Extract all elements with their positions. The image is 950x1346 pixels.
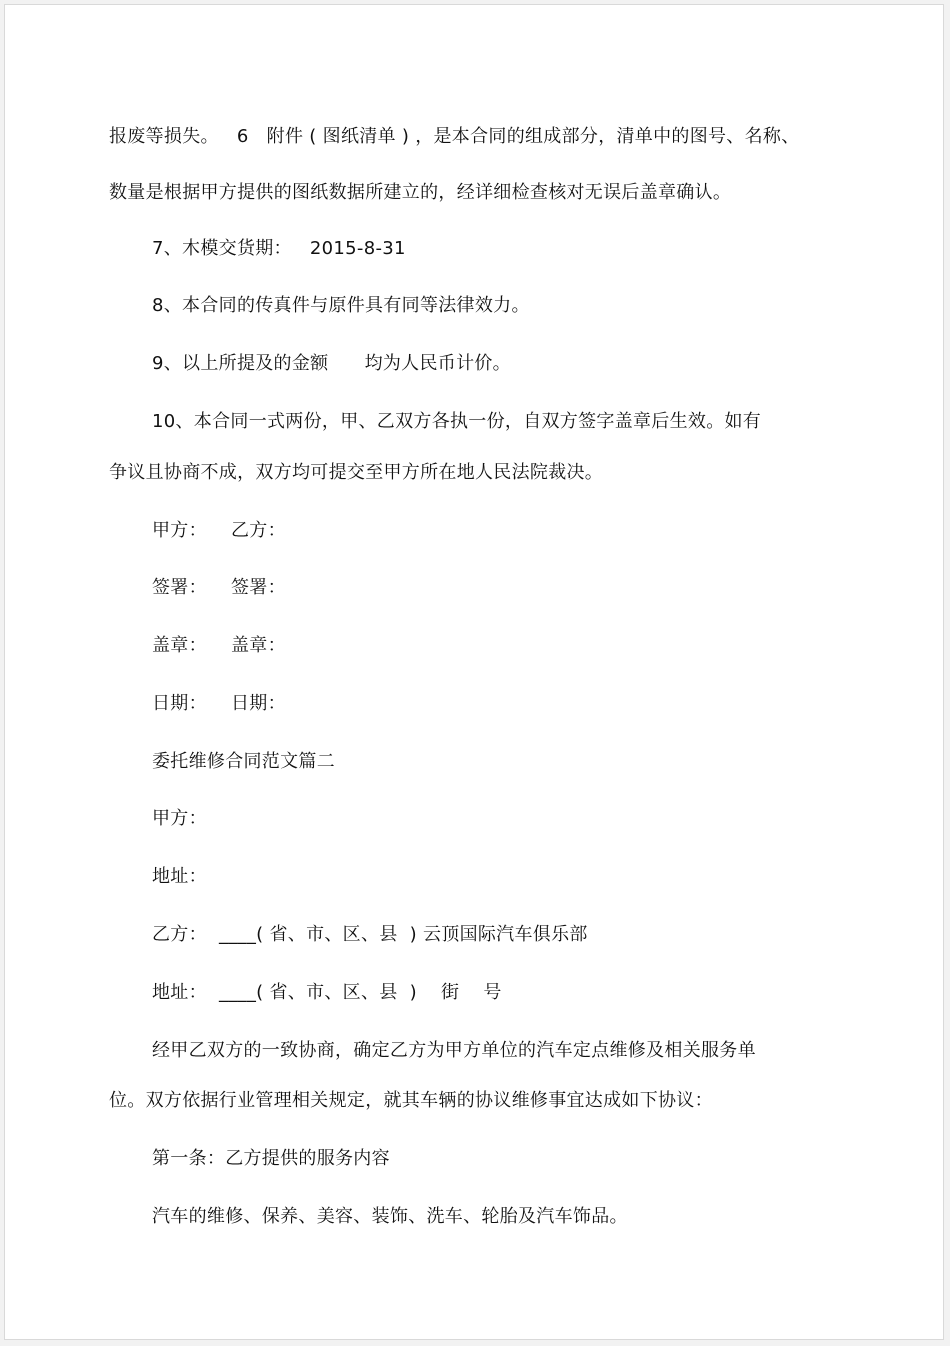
text-line: 8、本合同的传真件与原件具有同等法律效力。 — [152, 295, 530, 316]
signature-line-date: 日期： 日期： — [152, 693, 286, 714]
signature-line-sign: 签署： 签署： — [152, 577, 286, 598]
address-line: 地址： ____( 省、市、区、县 ) 街 号 — [152, 982, 502, 1003]
address-line: 地址： — [152, 866, 207, 887]
document-page — [4, 4, 944, 1340]
text-line: 9、以上所提及的金额 均为人民币计价。 — [152, 353, 511, 374]
signature-line-party: 甲方： 乙方： — [152, 520, 286, 541]
text-line: 10、本合同一式两份，甲、乙双方各执一份，自双方签字盖章后生效。如有 — [152, 411, 762, 432]
text-line: 争议且协商不成，双方均可提交至甲方所在地人民法院裁决。 — [109, 462, 604, 483]
text-line: 报废等损失。 6 附件 ( 图纸清单 ) ，是本合同的组成部分，清单中的图号、名称、 — [109, 126, 800, 147]
text-line: 经甲乙双方的一致协商，确定乙方为甲方单位的汽车定点维修及相关服务单 — [152, 1040, 756, 1061]
text-line: 7、木模交货期： 2015-8-31 — [152, 238, 406, 259]
party-a-line: 甲方： — [152, 808, 207, 829]
text-line: 位。双方依据行业管理相关规定，就其车辆的协议维修事宜达成如下协议： — [109, 1090, 713, 1111]
party-b-line: 乙方： ____( 省、市、区、县 ) 云顶国际汽车俱乐部 — [152, 924, 588, 945]
signature-line-seal: 盖章： 盖章： — [152, 635, 286, 656]
clause-heading: 第一条：乙方提供的服务内容 — [152, 1148, 390, 1169]
text-line: 数量是根据甲方提供的图纸数据所建立的，经详细检查核对无误后盖章确认。 — [109, 182, 732, 203]
section-title: 委托维修合同范文篇二 — [152, 751, 335, 772]
text-line: 汽车的维修、保养、美容、装饰、洗车、轮胎及汽车饰品。 — [152, 1206, 628, 1227]
